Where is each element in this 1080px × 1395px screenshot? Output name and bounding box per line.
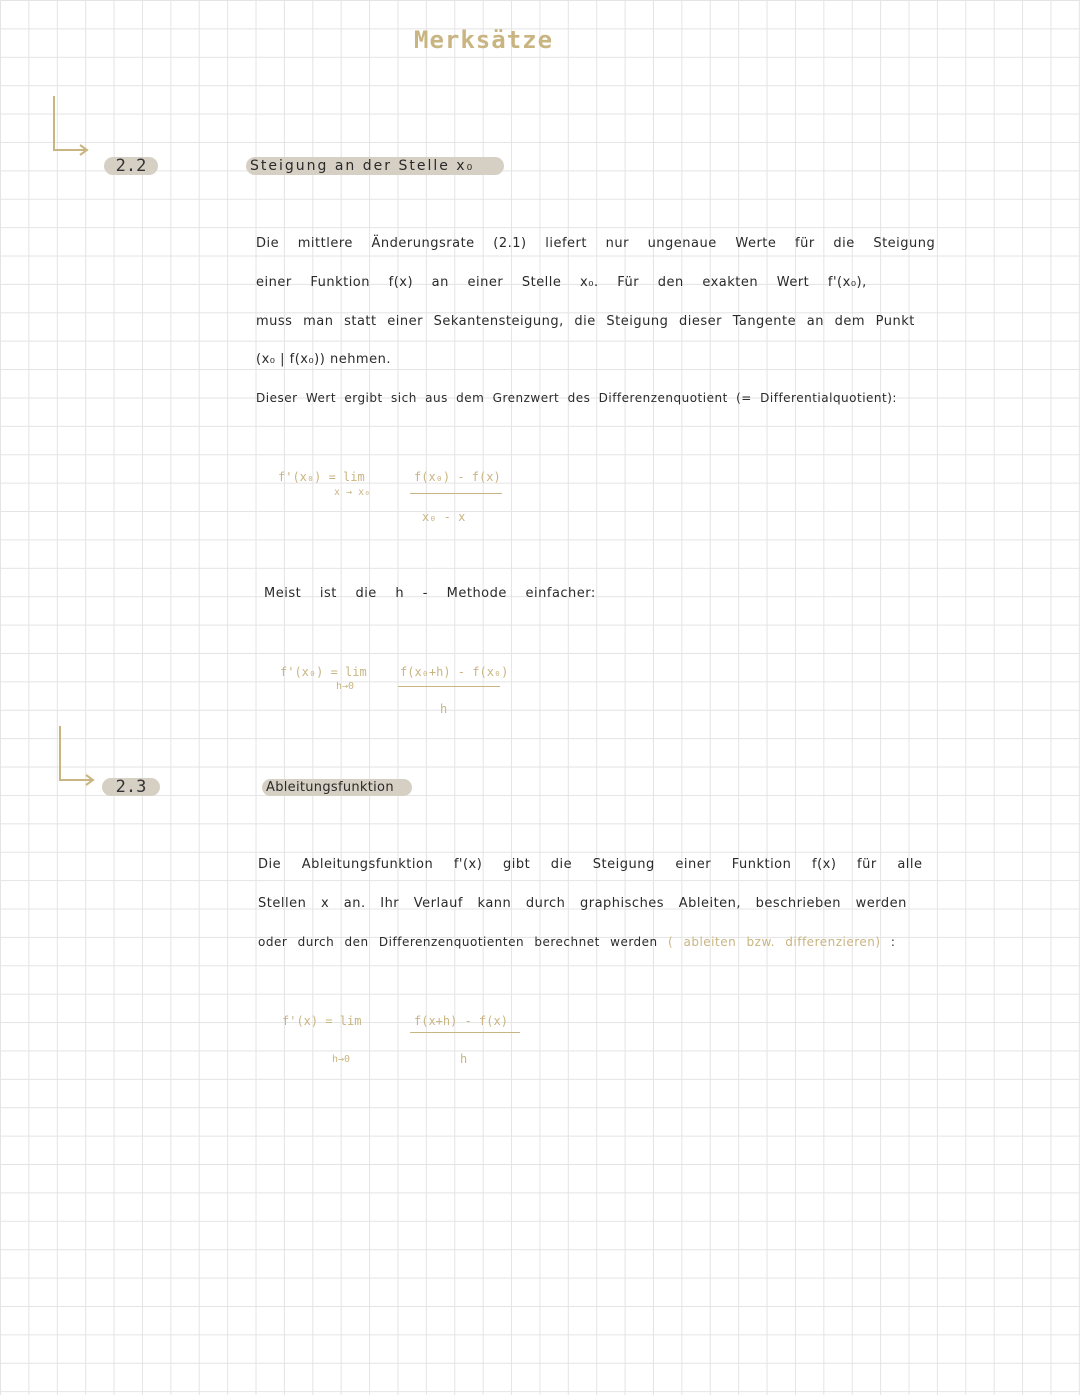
formula-limit-sub: h→0: [332, 1054, 351, 1065]
formula-lhs: f'(x) = lim: [282, 1014, 362, 1028]
paragraph-line: Stellen x an. Ihr Verlauf kann durch graphisches Ableiten, beschrieben werden: [258, 896, 907, 911]
formula-denominator: h: [440, 702, 448, 716]
paragraph-line: Dieser Wert ergibt sich aus dem Grenzwert des Differenzenquotient (= Differentialquotient):: [256, 391, 897, 405]
formula-limit-sub: x → x₀: [334, 487, 371, 498]
paragraph-line: Die Ableitungsfunktion f'(x) gibt die Steigung einer Funktion f(x) für alle: [258, 857, 923, 872]
fraction-bar: [410, 1032, 520, 1033]
fraction-bar: [398, 686, 500, 687]
section-heading: Steigung an der Stelle x₀: [246, 158, 504, 174]
line-text-end: :: [890, 935, 896, 949]
page-title: Merksätze: [414, 26, 554, 54]
paragraph-line: muss man statt einer Sekantensteigung, die Steigung dieser Tangente an dem Punkt: [256, 314, 915, 329]
paragraph-line: Die mittlere Änderungsrate (2.1) liefert nur ungenaue Werte für die Steigung: [256, 236, 936, 251]
formula-numerator: f(x₀+h) - f(x₀): [400, 665, 509, 679]
section-heading: Ableitungsfunktion: [262, 779, 412, 795]
section-number: 2.3: [115, 777, 147, 797]
line-text-gold: ( ableiten bzw. differenzieren): [668, 935, 881, 949]
fraction-bar: [410, 493, 502, 494]
formula-lhs: f'(x₀) = lim: [278, 470, 365, 484]
formula-denominator: x₀ - x: [422, 510, 466, 524]
method-line: Meist ist die h - Methode einfacher:: [264, 586, 596, 601]
formula-limit-sub: h→0: [336, 681, 355, 692]
formula-numerator: f(x₀) - f(x): [414, 470, 501, 484]
corner-arrow-icon: [50, 94, 92, 158]
corner-arrow-icon: [56, 724, 98, 788]
paragraph-line: [258, 935, 895, 949]
paragraph-line: einer Funktion f(x) an einer Stelle x₀. Für den exakten Wert f'(x₀),: [256, 275, 867, 290]
line-text: oder durch den Differenzenquotienten berechnet werden: [258, 935, 658, 949]
formula-lhs: f'(x₀) = lim: [280, 665, 367, 679]
section-number: 2.2: [115, 156, 147, 176]
formula-denominator: h: [460, 1052, 468, 1066]
formula-numerator: f(x+h) - f(x): [414, 1014, 508, 1028]
paragraph-line: (x₀ | f(x₀)) nehmen.: [256, 352, 391, 367]
